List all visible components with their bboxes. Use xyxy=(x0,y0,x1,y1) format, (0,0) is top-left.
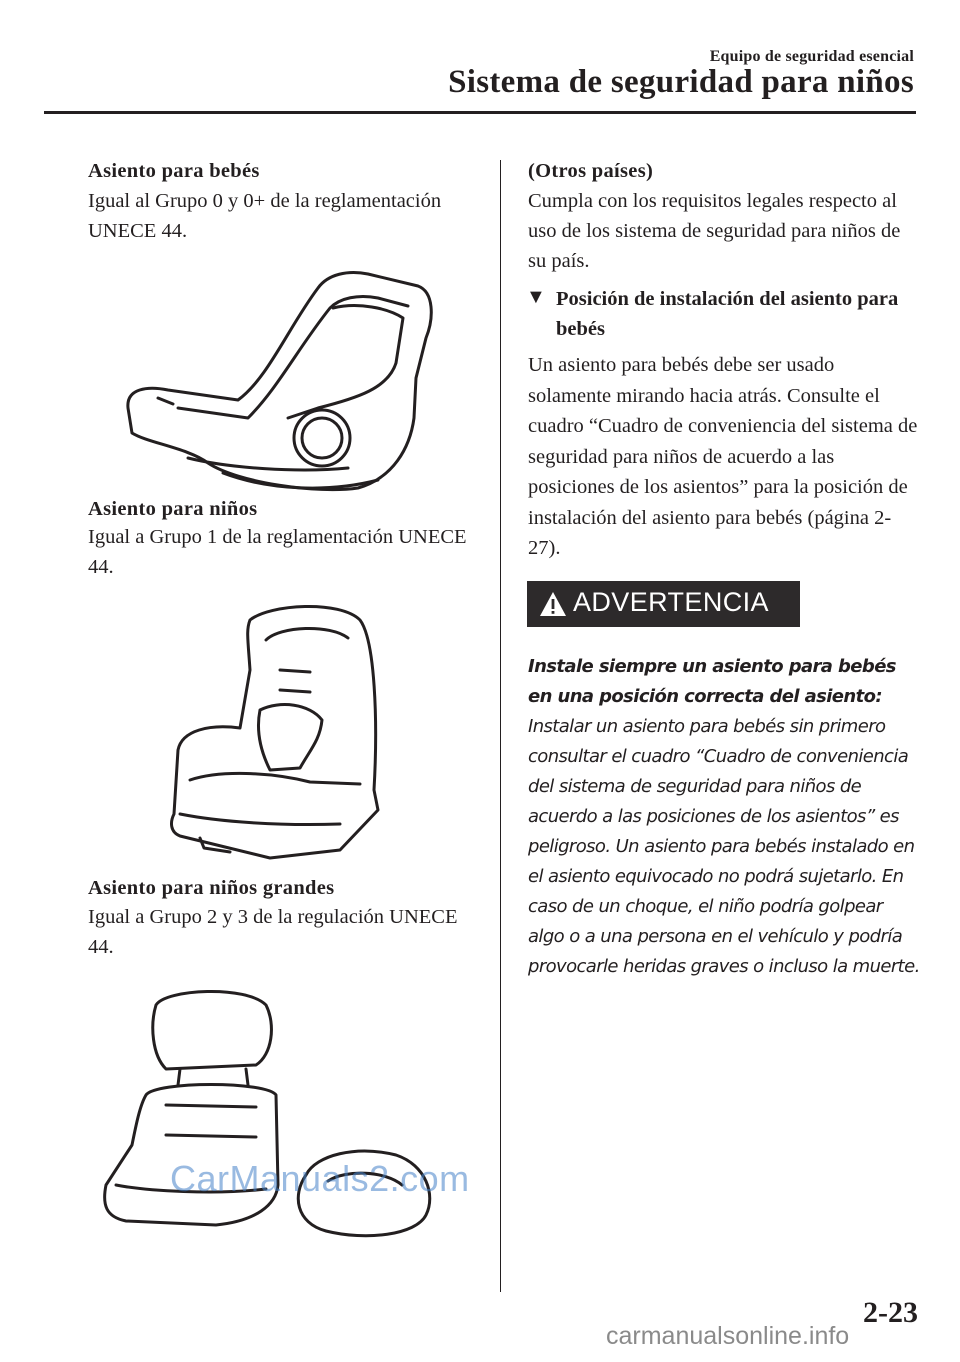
watermark: CarManuals2.com xyxy=(170,1158,470,1199)
infant-seat-text: Igual al Grupo 0 y 0+ de la reglamentación UNECE 44. xyxy=(88,190,442,242)
warning-label: ADVERTENCIA xyxy=(573,587,769,617)
other-countries-text: Cumpla con los requisitos legales respecto al uso de los sistema de seguridad para niños de su país. xyxy=(528,190,901,272)
other-countries-heading: (Otros países) xyxy=(528,160,654,182)
page-number: 2-23 xyxy=(863,1296,918,1329)
column-divider xyxy=(500,160,501,1292)
child-seat-heading: Asiento para niños xyxy=(88,498,258,520)
infant-seat-illustration xyxy=(118,268,436,493)
installation-position-text: Un asiento para bebés debe ser usado solamente mirando hacia atrás. Consulte el cuadro “Cuadro de conveniencia del sistema de seguridad para niños de acuerdo a las posiciones de los asientos” para la posición de instalación del asiento para bebés (página 2-27). xyxy=(528,354,918,559)
child-seat-text: Igual a Grupo 1 de la reglamentación UNECE 44. xyxy=(88,526,467,578)
warning-text: Instalar un asiento para bebés sin primero consultar el cuadro “Cuadro de conveniencia del sistema de seguridad para niños de acuerdo a las posiciones de los asientos” es peligroso. Un asiento para bebés instalado en el asiento equivocado no podrá sujetarlo. En caso de un choque, el niño podría golpear algo o a una persona en el vehículo y podría provocarle heridas graves o incluso la muerte. xyxy=(528,716,920,977)
page-title: Sistema de seguridad para niños xyxy=(448,64,914,100)
installation-position-heading: Posición de instalación del asiento para bebés xyxy=(556,288,899,340)
warning-banner xyxy=(527,581,800,627)
footer-watermark: carmanualsonline.info xyxy=(606,1322,850,1350)
warning-title: Instale siempre un asiento para bebés en una posición correcta del asiento: xyxy=(528,656,896,707)
booster-seat-text: Igual a Grupo 2 y 3 de la regulación UNECE 44. xyxy=(88,906,458,958)
booster-seat-illustration xyxy=(96,985,436,1247)
warning-icon xyxy=(539,590,567,618)
infant-seat-heading: Asiento para bebés xyxy=(88,160,260,182)
triangle-bullet-icon: ▼ xyxy=(526,286,546,308)
header-section: Equipo de seguridad esencial xyxy=(709,48,914,65)
child-seat-illustration xyxy=(160,600,382,862)
header-divider xyxy=(44,111,916,114)
booster-seat-heading: Asiento para niños grandes xyxy=(88,877,335,899)
